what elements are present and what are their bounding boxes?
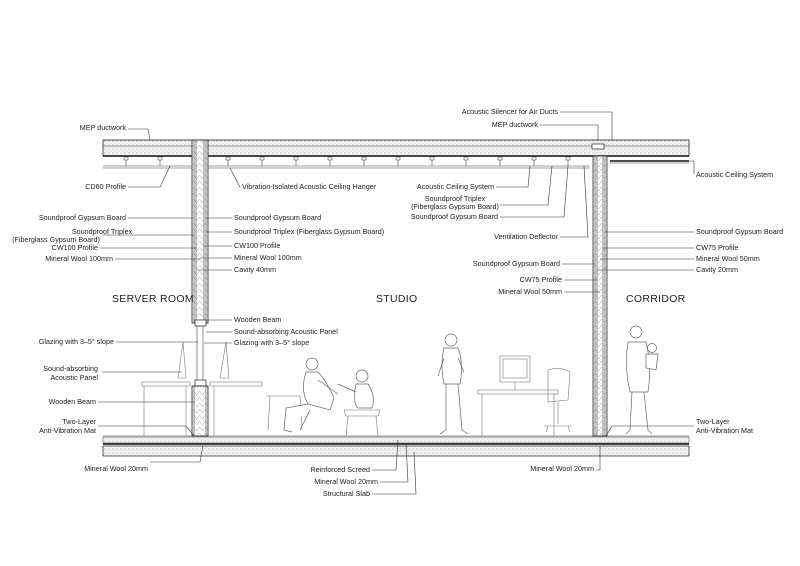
label-cw75-right: CW75 Profile xyxy=(696,243,739,252)
label-mat-right-1: Two-Layer xyxy=(696,417,730,426)
label-wooden-beam-upper: Wooden Beam xyxy=(234,315,282,324)
label-ceiling-system-mid: Acoustic Ceiling System xyxy=(416,182,494,191)
label-triplex-mid-1: Soundproof Triplex xyxy=(424,194,486,203)
label-acoustic-silencer: Acoustic Silencer for Air Ducts xyxy=(461,107,558,116)
label-ceiling-system-right: Acoustic Ceiling System xyxy=(696,170,774,179)
label-panel-left-2: Acoustic Panel xyxy=(50,373,98,382)
label-mineral-wool-20-left: Mineral Wool 20mm xyxy=(84,464,148,473)
ceiling-hanger-isolator xyxy=(396,157,400,160)
ceiling-hanger-isolator xyxy=(464,157,468,160)
label-cd60-profile: CD60 Profile xyxy=(85,182,126,191)
label-cw100-left: CW100 Profile xyxy=(51,243,98,252)
label-gypsum-right-inner: Soundproof Gypsum Board xyxy=(472,259,560,268)
label-cavity-40: Cavity 40mm xyxy=(234,265,276,274)
label-mep-ductwork-left: MEP ductwork xyxy=(79,123,126,132)
ceiling-hanger-isolator xyxy=(158,157,162,160)
left-partition-wall xyxy=(192,140,208,436)
label-cw100-inner: CW100 Profile xyxy=(234,241,281,250)
ceiling-hangers xyxy=(124,156,570,166)
right-partition-wall xyxy=(593,156,607,436)
label-mineral-wool-50-inner: Mineral Wool 50mm xyxy=(498,287,562,296)
label-structural-slab: Structural Slab xyxy=(322,489,370,498)
label-mineral-wool-50-right: Mineral Wool 50mm xyxy=(696,254,760,263)
ceiling-hanger-isolator xyxy=(294,157,298,160)
label-cw75-inner: CW75 Profile xyxy=(519,275,562,284)
label-glazing-inner: Glazing with 3–5° slope xyxy=(234,338,310,347)
studio-furniture xyxy=(210,342,572,436)
room-label-server: SERVER ROOM xyxy=(112,293,194,305)
ceiling-hanger-isolator xyxy=(362,157,366,160)
label-mineral-wool-20-mid: Mineral Wool 20mm xyxy=(314,477,378,486)
label-reinforced-screed: Reinforced Screed xyxy=(310,465,370,474)
ceiling-hanger-isolator xyxy=(124,157,128,160)
ceiling-hanger-isolator xyxy=(532,157,536,160)
room-label-corridor: CORRIDOR xyxy=(626,293,686,305)
label-acoustic-panel-inner: Sound-absorbing Acoustic Panel xyxy=(234,327,338,336)
label-panel-left-1: Sound-absorbing xyxy=(43,364,98,373)
label-triplex-mid-2: (Fiberglass Gypsum Board) xyxy=(411,202,499,211)
floor-slab xyxy=(103,436,689,456)
label-mat-right-2: Anti-Vibration Mat xyxy=(696,426,753,435)
ceiling-hanger-isolator xyxy=(430,157,434,160)
label-gypsum-left-outer: Soundproof Gypsum Board xyxy=(38,213,126,222)
label-gypsum-left-inner: Soundproof Gypsum Board xyxy=(234,213,322,222)
label-gypsum-right-outer: Soundproof Gypsum Board xyxy=(696,227,784,236)
ceiling-hanger-isolator xyxy=(260,157,264,160)
label-triplex-left-inner: Soundproof Triplex (Fiberglass Gypsum Board) xyxy=(234,227,385,236)
ceiling-hanger-isolator xyxy=(226,157,230,160)
label-mat-left-2: Anti-Vibration Mat xyxy=(39,426,96,435)
label-wooden-beam-left: Wooden Beam xyxy=(48,397,96,406)
label-triplex-left-1: Soundproof Triplex xyxy=(71,227,133,236)
ceiling-hanger-isolator xyxy=(566,157,570,160)
label-cavity-20: Cavity 20mm xyxy=(696,265,738,274)
label-ceiling-hanger: Vibration-Isolated Acoustic Ceiling Hanger xyxy=(242,182,377,191)
ceiling-hanger-isolator xyxy=(328,157,332,160)
label-mat-left-1: Two-Layer xyxy=(62,417,96,426)
ceiling-hanger-isolator xyxy=(498,157,502,160)
label-mineral-wool-100-inner: Mineral Wool 100mm xyxy=(234,253,302,262)
label-gypsum-mid: Soundproof Gypsum Board xyxy=(410,212,498,221)
label-triplex-left-2: (Fiberglass Gypsum Board) xyxy=(12,235,100,244)
label-mep-ductwork-right: MEP ductwork xyxy=(491,120,538,129)
server-room-furniture xyxy=(142,342,190,436)
room-label-studio: STUDIO xyxy=(376,293,418,305)
label-ventilation-deflector: Ventilation Deflector xyxy=(494,232,558,241)
label-glazing-left: Glazing with 3–5° slope xyxy=(38,337,114,346)
label-mineral-wool-100-left: Mineral Wool 100mm xyxy=(45,254,113,263)
label-mineral-wool-20-right: Mineral Wool 20mm xyxy=(530,464,594,473)
